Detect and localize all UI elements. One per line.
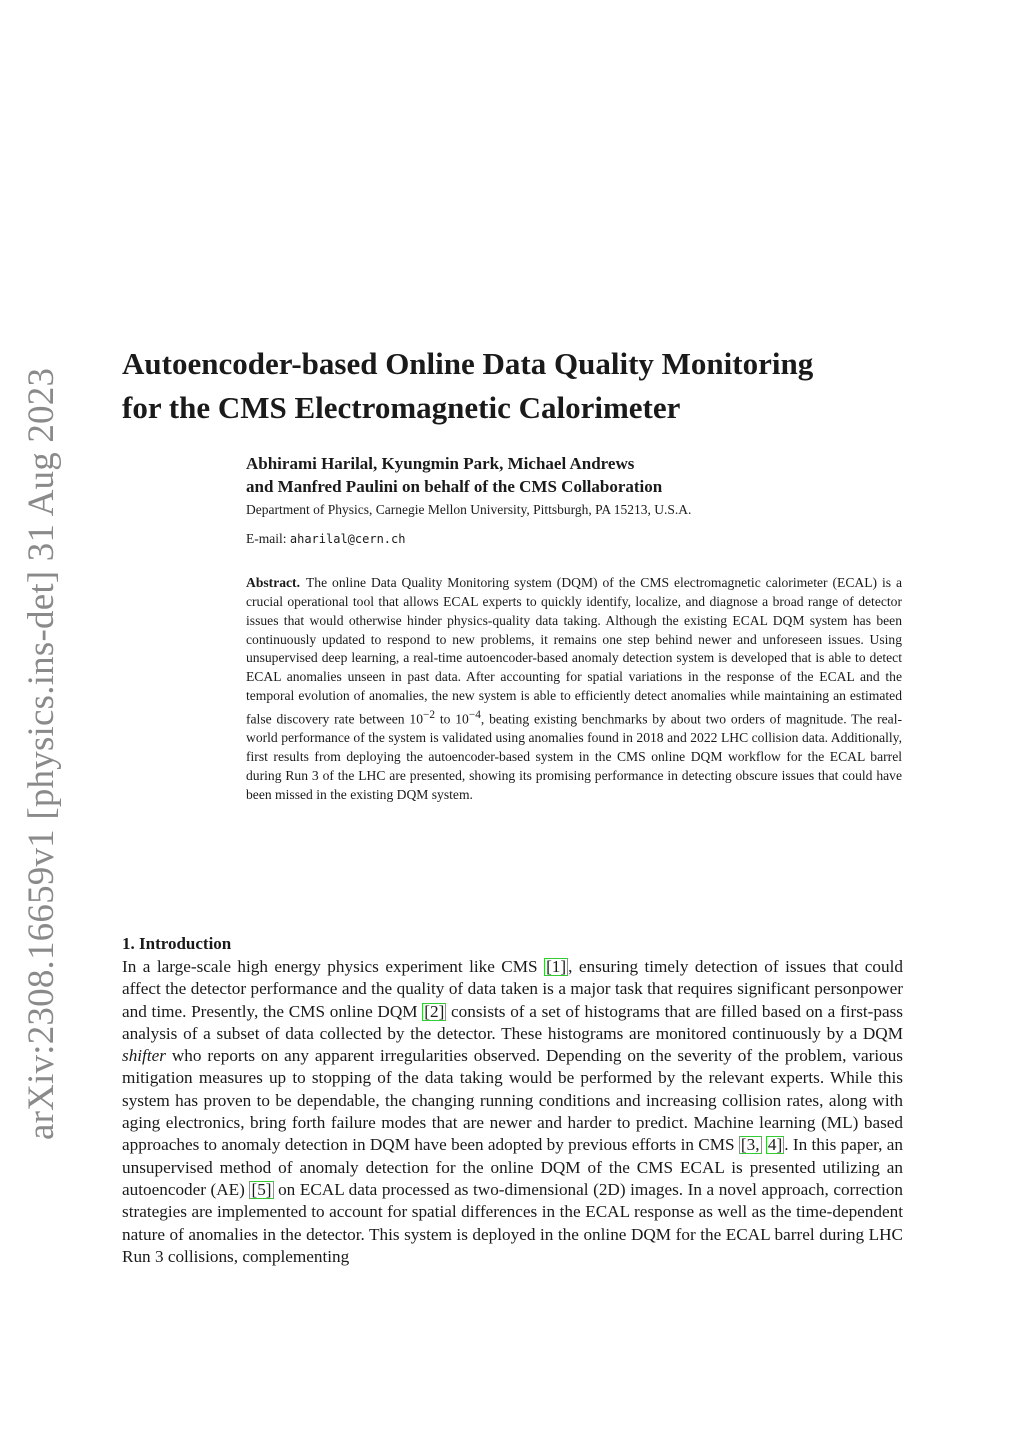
intro-text-1: In a large-scale high energy physics experiment like CMS (122, 957, 545, 976)
authors-line-2: and Manfred Paulini on behalf of the CMS Collaboration (246, 477, 663, 496)
authors-line-1: Abhirami Harilal, Kyungmin Park, Michael Andrews (246, 454, 635, 473)
abstract (246, 574, 902, 805)
abstract-label: Abstract. (246, 575, 300, 590)
intro-text-3: consists of a set of histograms that are filled based on a first-pass analysis of a subset of data collected by the detector. These histograms are monitored continuously by a DQM (122, 1001, 903, 1043)
citation-link-2[interactable]: [2] (424, 1001, 445, 1021)
intro-text-2: , ensuring timely detection of issues that could affect the detector performance and the quality of data taken is a major task that requires significant personpower and time. Presently, the CMS online DQM (122, 957, 903, 1021)
citation-link-4[interactable]: 4] (767, 1135, 783, 1155)
intro-text-4: who reports on any apparent irregularities observed. Depending on the severity of the problem, various mitigation measures up to stopping of the data taking would be performed by the relevant experts. While this system has proven to be dependable, the changing running conditions and increasing collision rates, along with aging electronics, bring forth failure modes that are newer and harder to predict. Machine learning (ML) based approaches to anomaly detection in DQM have been adopted by previous efforts in CMS (122, 1046, 903, 1155)
citation-link-5[interactable]: [5] (251, 1179, 272, 1199)
citation-link-3[interactable]: [3, (740, 1135, 760, 1155)
author-list (246, 452, 926, 498)
abstract-text-part-1: The online Data Quality Monitoring system (DQM) of the CMS electromagnetic calorimeter (ECAL) is a crucial operational tool that allows ECAL experts to quickly identify, localize, and diagnose a broad range of detector issues that would otherwise hinder physics-quality data taking. Although the existing ECAL DQM system has been continuously updated to respond to new problems, it remains one step behind newer and unforeseen issues. Using unsupervised deep learning, a real-time autoencoder-based anomaly detection system is developed that is able to detect ECAL anomalies unseen in past data. After accounting for spatial variations in the response of the ECAL and the temporal evolution of anomalies, the new system is able to efficiently detect anomalies while maintaining an estimated false discovery rate between 10 (246, 575, 902, 727)
affiliation: Department of Physics, Carnegie Mellon University, Pittsburgh, PA 15213, U.S.A. (246, 502, 692, 517)
email-label: E-mail: (246, 531, 287, 546)
arxiv-identifier: arXiv:2308.16659v1 [physics.ins-det] 31 Aug 2023 (21, 367, 62, 1140)
intro-emphasis: shifter (122, 1046, 166, 1066)
introduction-paragraph (122, 956, 903, 1268)
abstract-text-part-2: , beating existing benchmarks by about two orders of magnitude. The real-world performance of the system is validated using anomalies found in 2018 and 2022 LHC collision data. Additionally, first results from deploying the autoencoder-based system in the CMS online DQM workflow for the ECAL barrel during Run 3 of the LHC are presented, showing its promising performance in detecting obscure issues that could have been missed in the existing DQM system. (246, 711, 903, 802)
intro-text-6: on ECAL data processed as two-dimensional (2D) images. In a novel approach, correction strategies are implemented to account for spatial differences in the ECAL response as well as the time-dependent nature of anomalies in the detector. This system is deployed in the online DQM for the ECAL barrel during LHC Run 3 collisions, complementing (122, 1179, 903, 1266)
title-line-2: for the CMS Electromagnetic Calorimeter (122, 390, 681, 425)
email-address[interactable]: aharilal@cern.ch (289, 532, 406, 546)
title-line-1: Autoencoder-based Online Data Quality Monitoring (122, 346, 814, 381)
paper-title (122, 342, 922, 430)
abstract-text-mid: to 10 (435, 711, 469, 727)
citation-link-1[interactable]: [1] (546, 957, 567, 976)
section-heading-introduction: 1. Introduction (122, 934, 232, 953)
exponent-1: −2 (423, 708, 436, 721)
intro-text-5: . In this paper, an unsupervised method of anomaly detection for the online DQM of the CMS ECAL is presented utilizing an autoencoder (AE) (122, 1135, 904, 1199)
exponent-2: −4 (468, 708, 481, 721)
email-line (246, 531, 926, 547)
